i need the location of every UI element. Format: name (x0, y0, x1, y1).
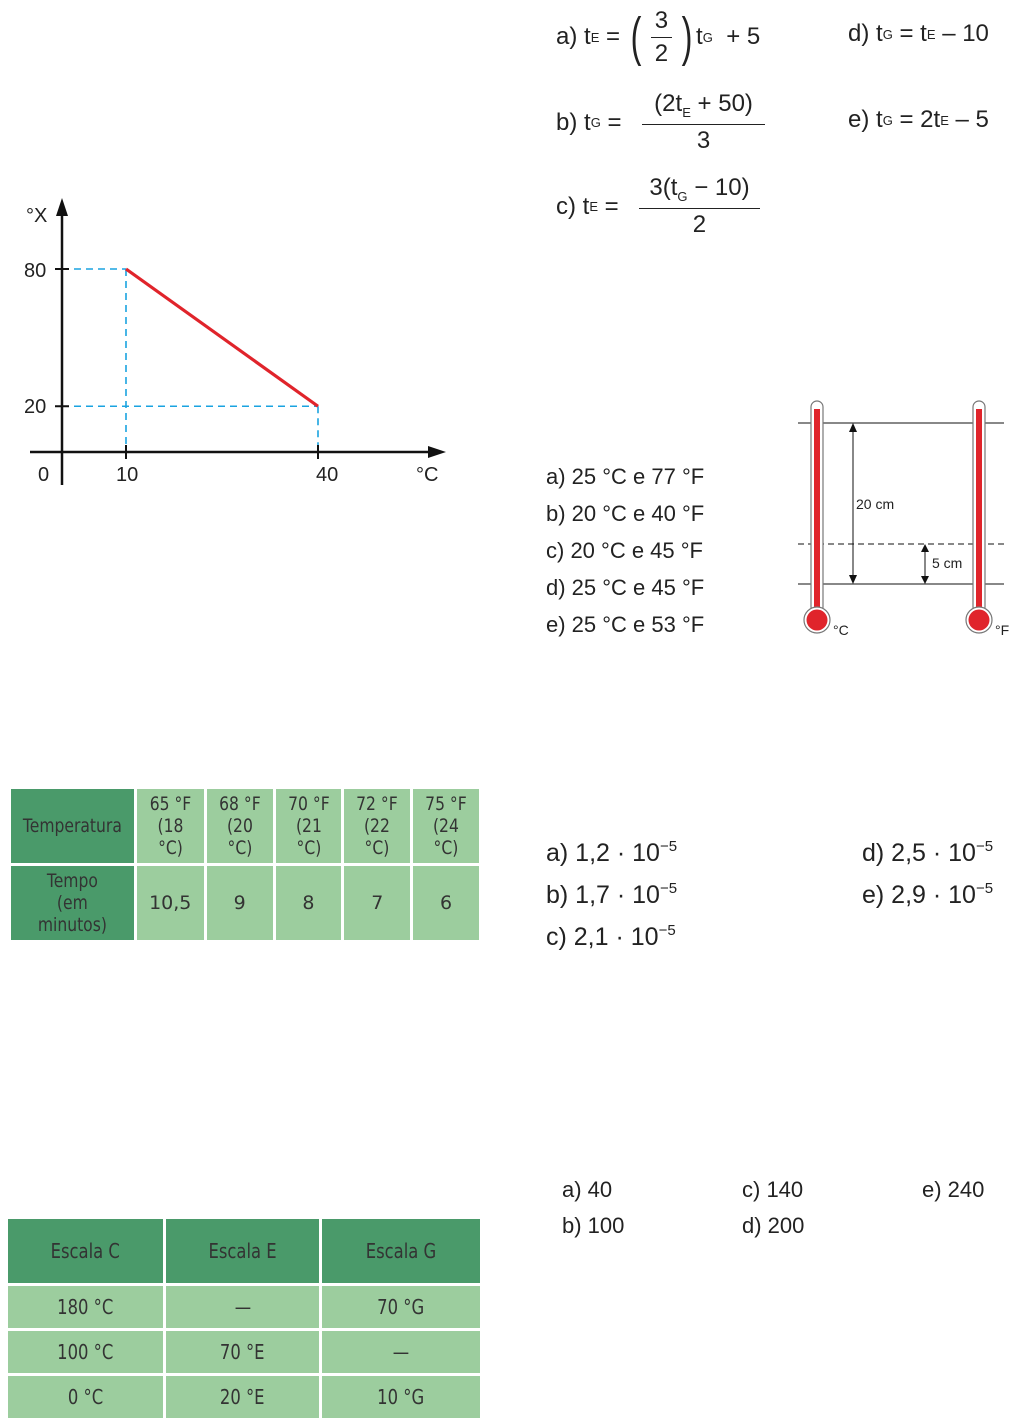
table-cell: 9 (205, 865, 274, 942)
table-cell: 75 °F (24 °C) (412, 788, 481, 865)
option-e[interactable]: e) 240 (922, 1177, 985, 1202)
origin-label: 0 (38, 464, 50, 486)
table-row (10, 865, 481, 942)
x-axis-label: °C (416, 464, 439, 486)
option-e[interactable]: e) 25 °C e 53 °F (546, 612, 705, 637)
option-c[interactable]: c) 140 (742, 1177, 804, 1202)
q2-options (546, 458, 704, 643)
table-cell: 100 °C (7, 1330, 165, 1375)
table-cell: — (165, 1285, 321, 1330)
column-header: Escala G (321, 1218, 482, 1285)
formula-d: d) t G = t E – 10 (848, 20, 989, 47)
option-b[interactable]: b) $1,7 \cdot 10^{-5}$ (546, 880, 678, 909)
column-header: Escala C (7, 1218, 165, 1285)
temperature-header: Temperatura (10, 788, 136, 865)
table-cell: 70 °E (165, 1330, 321, 1375)
table-row (7, 1285, 482, 1330)
celsius-unit-label: °C (833, 622, 849, 638)
y-tick-label-80: 80 (24, 260, 47, 282)
scales-table (5, 1216, 483, 1421)
y-tick-label-20: 20 (24, 396, 47, 418)
x-tick-label-40: 40 (316, 464, 339, 486)
x-tick-label-10: 10 (116, 464, 139, 486)
table-row (7, 1375, 482, 1420)
formula-a: a) t E = ( $\frac{3}{2}$ ) t G + 5 (556, 6, 761, 67)
table-cell: 20 °E (165, 1375, 321, 1420)
table-row (10, 788, 481, 865)
option-a[interactable]: a) 40 (562, 1177, 613, 1202)
table-cell: 65 °F (18 °C) (135, 788, 205, 865)
option-d[interactable]: d) 25 °C e 45 °F (546, 575, 705, 600)
table-cell: 68 °F (20 °C) (205, 788, 274, 865)
option-b[interactable]: b) 100 (562, 1213, 625, 1238)
option-e[interactable]: e) $2,9 \cdot 10^{-5}$ (862, 880, 994, 909)
fahrenheit-thermometer (966, 401, 992, 633)
thermometers-diagram (790, 395, 1015, 645)
table-row (7, 1330, 482, 1375)
column-header: Escala E (165, 1218, 321, 1285)
table-cell: 7 (343, 865, 412, 942)
dim-5cm-label: 5 cm (932, 555, 963, 571)
table-cell: 10,5 (135, 865, 205, 942)
y-axis-label: °X (26, 205, 48, 227)
table-cell: — (321, 1330, 482, 1375)
dim-20cm-label: 20 cm (856, 496, 895, 512)
x-axis-arrow (428, 446, 446, 458)
table-header-row (7, 1218, 482, 1285)
fraction-a: $\frac{3}{2}$ (651, 7, 672, 68)
table-cell: 0 °C (7, 1375, 165, 1420)
time-temperature-table (8, 786, 482, 943)
table-cell: 72 °F (22 °C) (343, 788, 412, 865)
y-axis-arrow (56, 198, 68, 216)
option-a[interactable]: a) $1,2 \cdot 10^{-5}$ (546, 838, 678, 867)
option-c[interactable]: c) $2,1 \cdot 10^{-5}$ (546, 922, 676, 951)
time-header: Tempo (em minutos) (10, 865, 136, 942)
fraction-b: $\frac{(2t_E + 50)}{3}$ (642, 90, 765, 155)
table-cell: 70 °G (321, 1285, 482, 1330)
formula-b: b) t G = $\frac{(2t_E + 50)}{3}$ (556, 90, 771, 155)
option-b[interactable]: b) 20 °C e 40 °F (546, 501, 705, 526)
formula-e: e) t G = 2t E – 5 (848, 106, 989, 133)
fraction-c: $\frac{3(t_G - 10)}{2}$ (639, 174, 759, 239)
option-d[interactable]: d) $2,5 \cdot 10^{-5}$ (862, 838, 994, 867)
option-a[interactable]: a) 25 °C e 77 °F (546, 464, 705, 489)
table-cell: 8 (274, 865, 343, 942)
data-line (126, 269, 318, 406)
temperature-graph (0, 190, 470, 500)
option-d[interactable]: d) 200 (742, 1213, 805, 1238)
fahrenheit-unit-label: °F (995, 622, 1010, 638)
table-cell: 10 °G (321, 1375, 482, 1420)
formula-c: c) t E = $\frac{3(t_G - 10)}{2}$ (556, 174, 766, 239)
option-c[interactable]: c) 20 °C e 45 °F (546, 538, 703, 563)
celsius-thermometer (804, 401, 830, 633)
table-cell: 180 °C (7, 1285, 165, 1330)
table-cell: 70 °F (21 °C) (274, 788, 343, 865)
table-cell: 6 (412, 865, 481, 942)
